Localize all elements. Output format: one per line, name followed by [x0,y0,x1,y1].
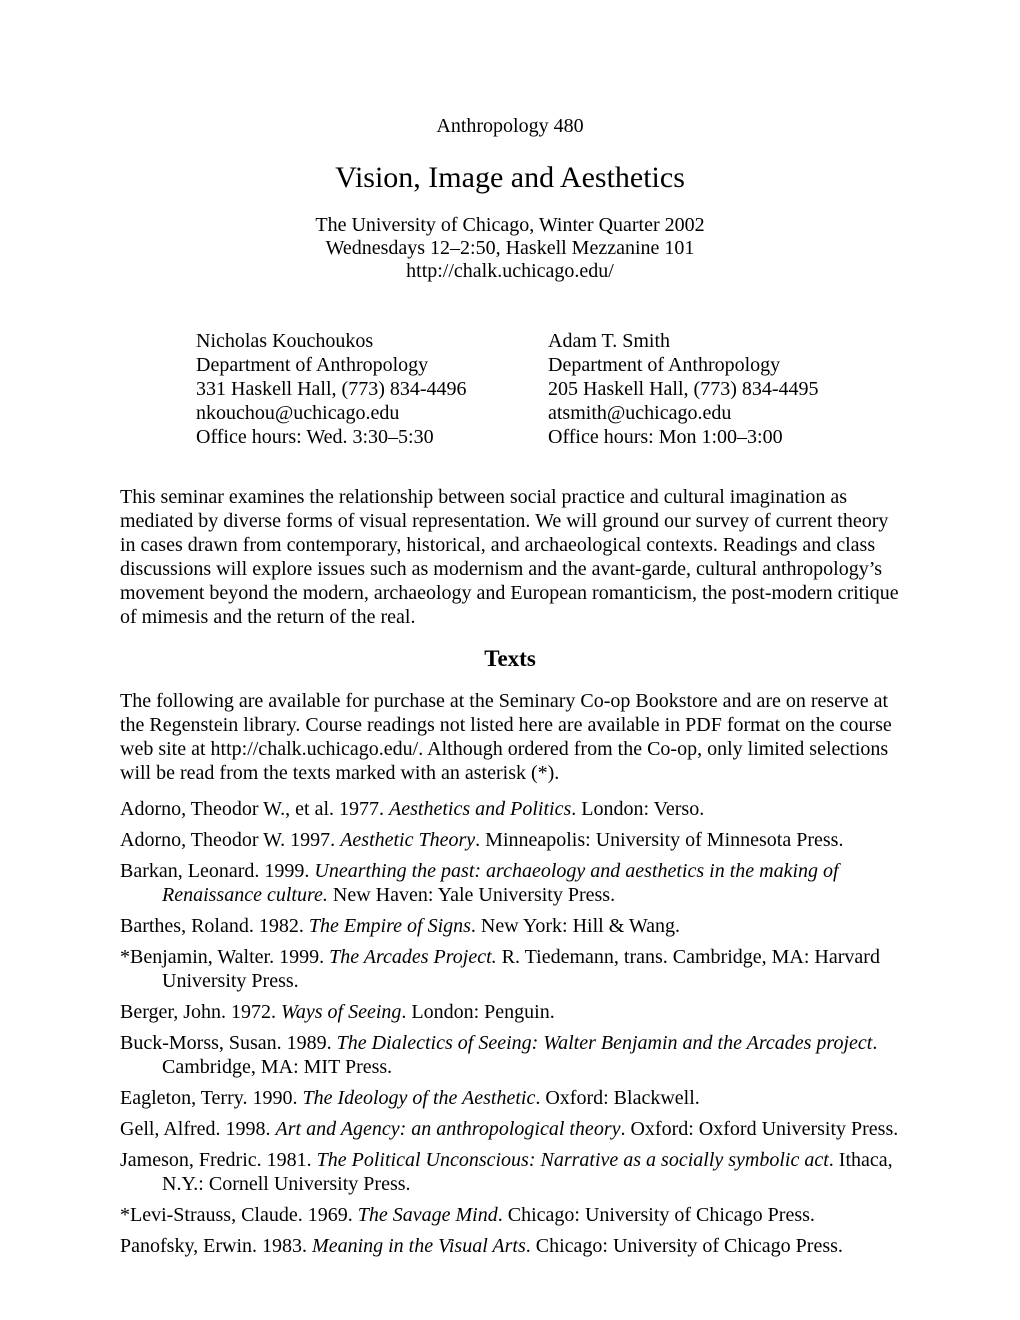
instructors-block [120,329,900,449]
instructor-department: Department of Anthropology [548,354,781,376]
instructor-department: Department of Anthropology [196,354,429,376]
course-meta [120,214,900,283]
instructor-email: atsmith@uchicago.edu [548,402,732,424]
bibliography-entry: Eagleton, Terry. 1990. The Ideology of the Aesthetic. Oxford: Blackwell. [120,1086,700,1109]
meta-line-schedule: Wednesdays 12–2:50, Haskell Mezzanine 101 [325,237,695,259]
bibliography-entry: Berger, John. 1972. Ways of Seeing. London: Penguin. [120,1000,555,1023]
bibliography-entry: *Levi-Strauss, Claude. 1969. The Savage Mind. Chicago: University of Chicago Press. [120,1203,815,1226]
instructor-column-left [196,329,548,449]
bibliography-entry: Adorno, Theodor W., et al. 1977. Aesthetics and Politics. London: Verso. [120,797,705,820]
meta-line-url: http://chalk.uchicago.edu/ [406,260,614,282]
bibliography-entry: Adorno, Theodor W. 1997. Aesthetic Theory. Minneapolis: University of Minnesota Press. [120,828,844,851]
bibliography-entry: Barthes, Roland. 1982. The Empire of Signs. New York: Hill & Wang. [120,914,681,937]
texts-heading: Texts [484,646,536,671]
instructor-name: Adam T. Smith [548,330,671,352]
course-number: Anthropology 480 [436,115,584,137]
bibliography-entry: Panofsky, Erwin. 1983. Meaning in the Visual Arts. Chicago: University of Chicago Press. [120,1234,843,1257]
instructor-email: nkouchou@uchicago.edu [196,402,400,424]
instructor-office-hours: Office hours: Wed. 3:30–5:30 [196,426,434,448]
instructor-office-phone: 331 Haskell Hall, (773) 834-4496 [196,378,467,400]
course-description: This seminar examines the relationship between social practice and cultural imagination as mediated by diverse forms of visual representation. We will ground our survey of current theory in cases drawn from contemporary, historical, and archaeological contexts. Readings and class discussions will explore issues such as modernism and the avant-garde, cultural anthropology’s movement beyond the modern, archaeology and European romanticism, the post-modern critique of mimesis and the return of the real. [120,486,899,628]
bibliography-entry: Gell, Alfred. 1998. Art and Agency: an anthropological theory. Oxford: Oxford University Press. [120,1117,899,1140]
instructor-office-hours: Office hours: Mon 1:00–3:00 [548,426,783,448]
bibliography-entry: Barkan, Leonard. 1999. Unearthing the past: archaeology and aesthetics in the making of Renaissance culture. New Haven: Yale University Press. [120,859,839,906]
bibliography-entry: Jameson, Fredric. 1981. The Political Unconscious: Narrative as a socially symbolic act. Ithaca, N.Y.: Cornell University Press. [120,1148,893,1195]
instructor-column-right [548,329,900,449]
instructor-name: Nicholas Kouchoukos [196,330,374,352]
texts-intro: The following are available for purchase at the Seminary Co-op Bookstore and are on reserve at the Regenstein library. Course readings not listed here are available in PDF format on the course web site at http://chalk.uchicago.edu/. Although ordered from the Co-op, only limited selections will be read from the texts marked with an asterisk (*). [120,689,892,784]
instructor-office-phone: 205 Haskell Hall, (773) 834-4495 [548,378,819,400]
meta-line-university: The University of Chicago, Winter Quarter 2002 [315,214,705,236]
page-title: Vision, Image and Aesthetics [335,161,685,194]
bibliography-entry: *Benjamin, Walter. 1999. The Arcades Project. R. Tiedemann, trans. Cambridge, MA: Harvard University Press. [120,945,880,992]
bibliography [120,797,900,1258]
bibliography-entry: Buck-Morss, Susan. 1989. The Dialectics of Seeing: Walter Benjamin and the Arcades project. Cambridge, MA: MIT Press. [120,1031,878,1078]
